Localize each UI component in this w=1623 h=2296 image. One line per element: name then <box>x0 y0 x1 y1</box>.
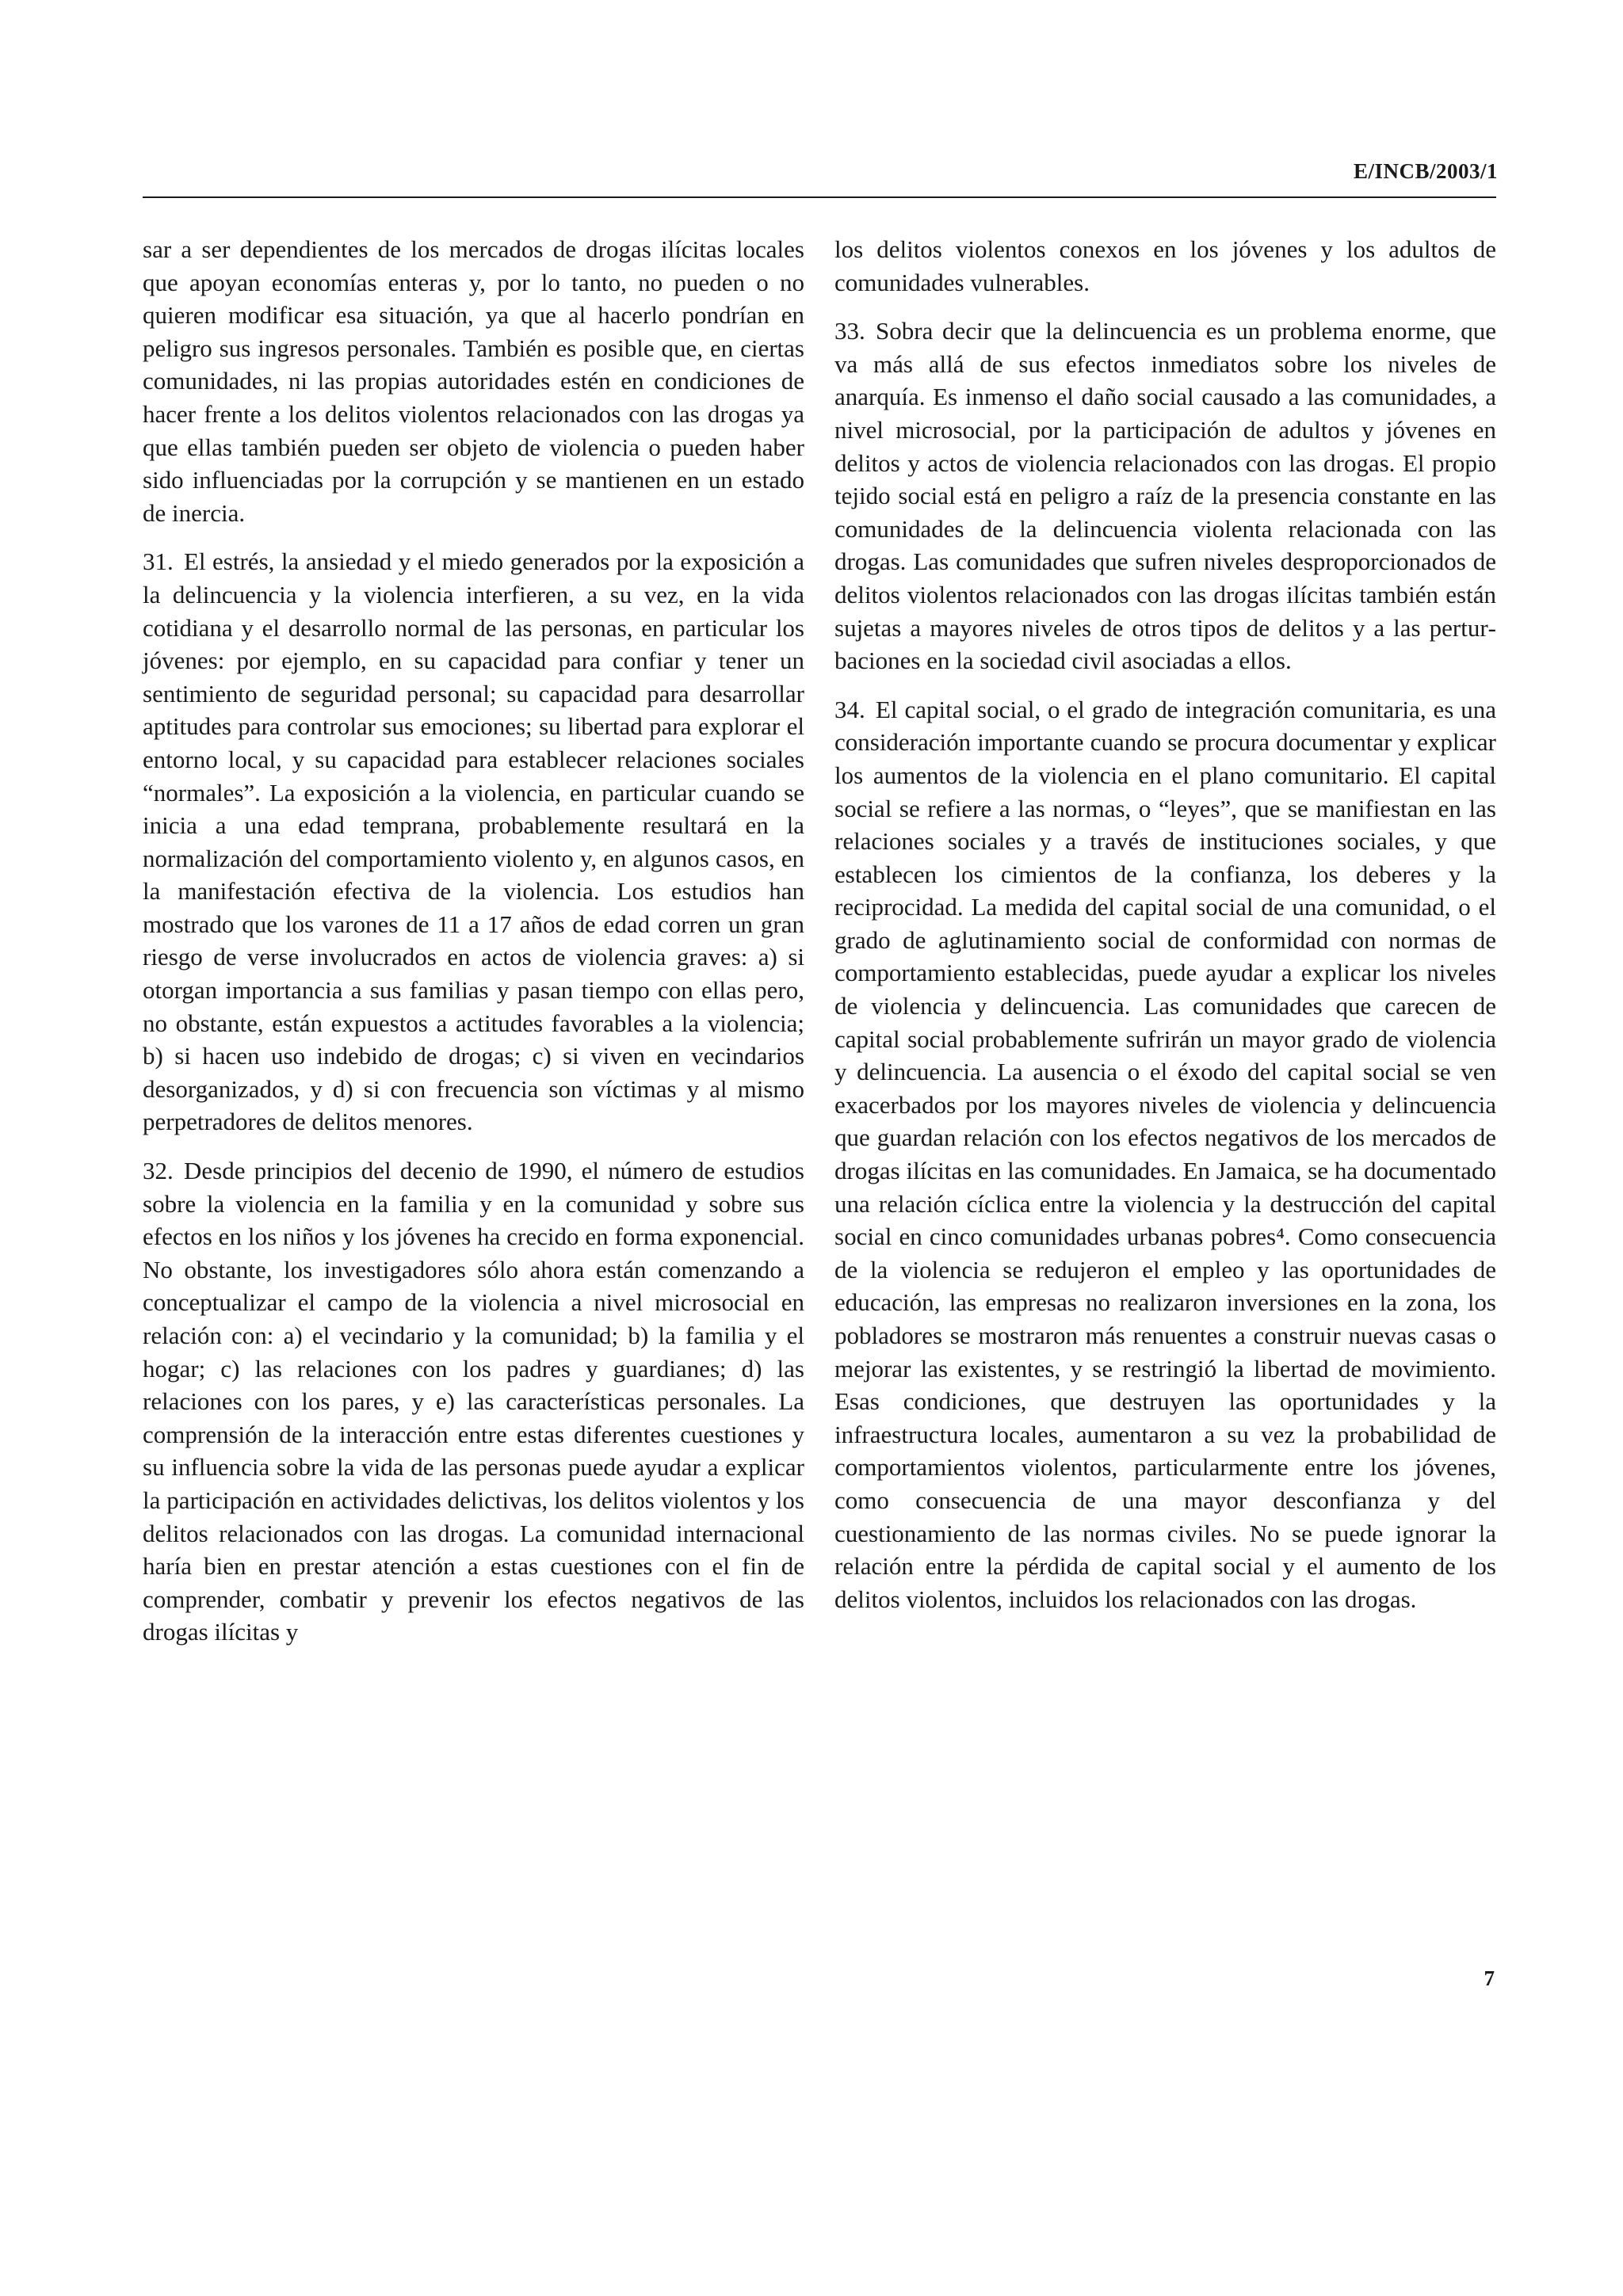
document-symbol: E/INCB/2003/1 <box>1353 159 1498 183</box>
paragraph-number: 32. <box>143 1157 174 1185</box>
right-column <box>834 233 1496 1631</box>
paragraph-31 <box>143 545 804 1138</box>
paragraph-34 <box>834 693 1496 1616</box>
paragraph-number: 34. <box>834 695 865 723</box>
paragraph-text: El estrés, la ansiedad y el miedo generados por la exposición a la delincuencia y la violencia interfieren, a su vez, en la vida cotidiana y el desarrollo normal de las personas, en particular los jóvenes: por ejemplo, en su capacidad para confiar y tener un sentimiento de seguridad personal; su capacidad para desarrollar aptitudes para controlar sus emociones; su libertad para explorar el entorno local, y su capacidad para establecer relaciones sociales “normales”. La exposición a la violencia, en particular cuando se inicia a una edad temprana, probablemente resultará en la normalización del comportamiento violento y, en algunos casos, en la manifestación efectiva de la violencia. Los estudios han mostrado que los varones de 11 a 17 años de edad corren un gran riesgo de verse involucrados en actos de violencia graves: a) si otorgan importancia a sus familias y pasan tiempo con ellas pero, no obstante, están expuestos a actitudes favorables a la violencia; b) si hacen uso indebido de drogas; c) si viven en vecindarios desorganizados, y d) si con frecuencia son víctimas y al mismo perpetradores de delitos menores. <box>143 547 804 1136</box>
page-number: 7 <box>1484 1966 1495 1990</box>
paragraph-33 <box>834 315 1496 677</box>
left-column <box>143 233 804 1665</box>
paragraph-number: 33. <box>834 317 865 345</box>
paragraph-number: 31. <box>143 547 174 576</box>
paragraph-text: Sobra decir que la delincuencia es un problema enorme, que va más allá de sus efectos inmediatos sobre los niveles de anarquía. Es inmenso el daño social causado a las comunidades, a nivel microsocial, por la participación de adultos y jóvenes en delitos y actos de violencia relacionados con las drogas. El propio tejido social está en peligro a raíz de la presencia constante en las comunidades de la delincuencia violenta relacionada con las drogas. Las comunidades que sufren niveles desproporcionados de delitos violentos relacionados con las drogas ilícitas también están sujetas a mayores niveles de otros tipos de delitos y a las perturbaciones en la sociedad civil asociadas a ellos. <box>834 317 1496 675</box>
paragraph-text: Desde principios del decenio de 1990, el número de estudios sobre la violencia en la familia y en la comunidad y sobre sus efectos en los niños y los jóvenes ha crecido en forma exponencial. No obstante, los investigadores sólo ahora están comenzando a conceptualizar el campo de la violencia a nivel microsocial en relación con: a) el vecindario y la comunidad; b) la familia y el hogar; c) las relaciones con los padres y guardianes; d) las relaciones con los pares, y e) las características personales. La comprensión de la interacción entre estas diferentes cuestiones y su influencia sobre la vida de las personas puede ayudar a explicar la participación en actividades delictivas, los delitos violentos y los delitos relacionados con las drogas. La comunidad internacional haría bien en prestar atención a estas cuestiones con el fin de comprender, combatir y prevenir los efectos negativos de las drogas ilícitas y <box>143 1157 804 1646</box>
header-rule <box>143 196 1496 198</box>
paragraph-32 <box>143 1154 804 1649</box>
paragraph-text: El capital social, o el grado de integración comunitaria, es una consideración importante cuando se procura documentar y explicar los aumentos de la violencia en el plano comunitario. El capital social se refiere a las normas, o “leyes”, que se manifiestan en las relaciones sociales y a través de instituciones sociales, y que establecen los cimientos de la confianza, los deberes y la reciprocidad. La medida del capital social de una comunidad, o el grado de aglutinamiento social de conformidad con normas de comportamiento establecidas, puede ayudar a explicar los niveles de violencia y delincuencia. Las comunidades que carecen de capital social probablemente sufrirán un mayor grado de violencia y delincuencia. La ausencia o el éxodo del capital social se ven exacerbados por los mayores niveles de violencia y delincuencia que guardan relación con los efectos negativos de los mercados de drogas ilícitas en las comunidades. En Jamaica, se ha documentado una relación cíclica entre la violencia y la destrucción del capital social en cinco comunidades urbanas pobres⁴. Como consecuencia de la violencia se redujeron el empleo y las oportunidades de educación, las empresas no realizaron inversiones en la zona, los pobladores se mostraron más renuentes a construir nuevas casas o mejorar las existentes, y se restringió la libertad de movimiento. Esas condiciones, que destruyen las oportunidades y la infraestructura locales, aumentaron a su vez la probabilidad de comportamientos violentos, particularmente entre los jóvenes, como consecuencia de una mayor desconfianza y del cuestionamiento de las normas civiles. No se puede ignorar la relación entre la pérdida de capital social y el aumento de los delitos violentos, incluidos los relacionados con las drogas. <box>834 695 1496 1613</box>
paragraph-continuation: sar a ser dependientes de los mercados de drogas ilícitas locales que apoyan economías enteras y, por lo tanto, no pueden o no quieren modificar esa situación, ya que al hacerlo pondrían en peligro sus ingresos personales. También es posible que, en ciertas comunidades, ni las propias autoridades estén en condiciones de hacer frente a los delitos violentos relacionados con las drogas ya que ellas también pueden ser objeto de violencia o pueden haber sido influenciadas por la corrupción y se mantienen en un estado de inercia. <box>143 235 804 527</box>
paragraph-continuation: los delitos violentos conexos en los jóvenes y los adultos de comunidades vulnerables. <box>834 235 1496 296</box>
